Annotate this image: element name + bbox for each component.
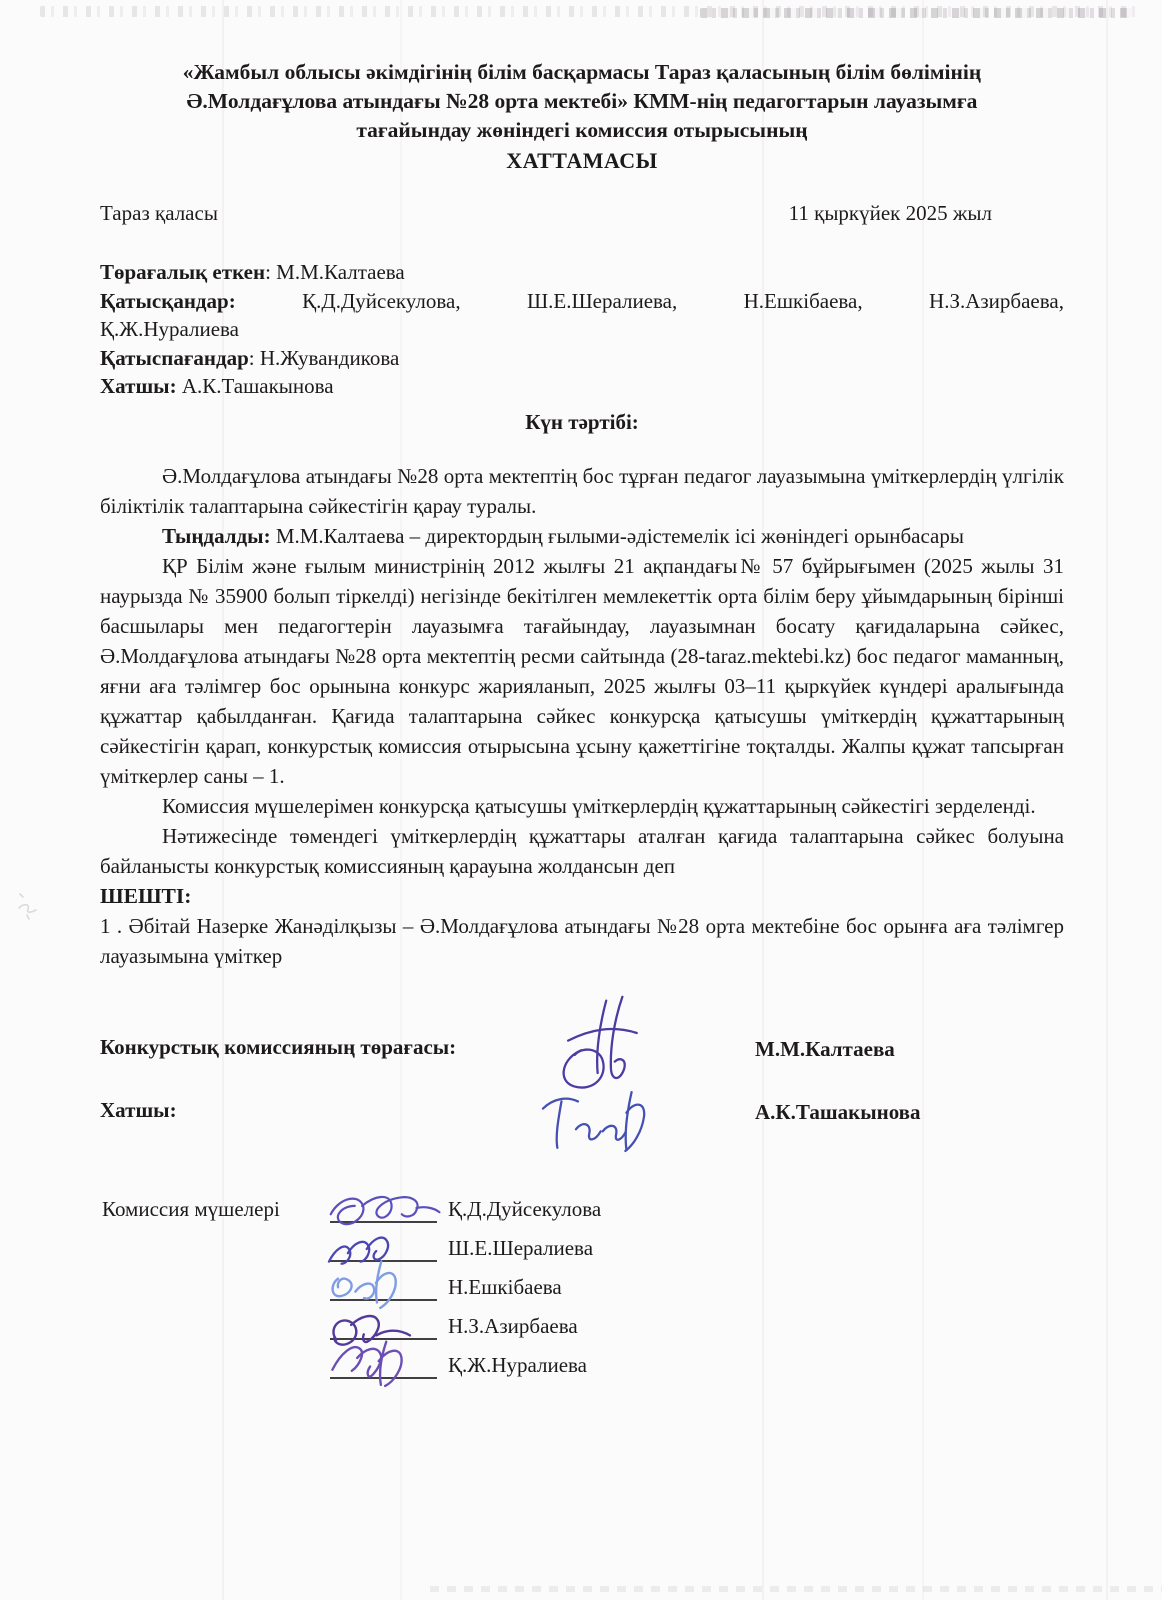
secretary-row [100, 372, 1064, 401]
agenda-heading: Күн тәртібі: [525, 409, 639, 434]
absent-label: Қатыспағандар [100, 345, 249, 370]
signature-line [330, 1347, 437, 1379]
participant-name: Н.Ешкібаева, [743, 288, 863, 313]
secretary-signature-ink [538, 1088, 653, 1154]
member-signature-row [100, 1349, 1064, 1388]
chair-name: М.М.Калтаева [755, 1036, 895, 1061]
member-name: Ш.Е.Шералиева [448, 1235, 594, 1260]
member-name: Н.Ешкібаева [448, 1274, 562, 1299]
city: Тараз қаласы [100, 201, 218, 225]
member-signature-row [100, 1310, 1064, 1349]
body-paragraph-1: Ә.Молдағұлова атындағы №28 орта мектептің бос тұрған педагог лауазымына үміткерлердің үлгілік біліктілік талаптарына сәйкестігін қарау туралы. [100, 463, 1064, 518]
absent-row [100, 344, 1064, 373]
commission-members-block [100, 1193, 1064, 1388]
members-label: Комиссия мүшелері [102, 1196, 280, 1221]
document-title: ХАТТАМАСЫ [506, 148, 658, 173]
chair-signature-label: Конкурстық комиссияның төрағасы: [100, 1034, 457, 1059]
chairperson-name: : М.М.Калтаева [265, 260, 405, 284]
participant-name: Ш.Е.Шералиева, [526, 288, 678, 313]
secretary-signature-row [100, 1098, 1064, 1145]
member-signature-row [100, 1232, 1064, 1271]
chair-signature-row [100, 1035, 1064, 1082]
decision-item: 1 . Әбітай Назерке Жанәділқызы – Ә.Молдағұлова атындағы №28 орта мектебіне бос орынға аға тәлімгер лауазымына үміткер [100, 913, 1064, 968]
body-paragraph-4: Комиссия мүшелерімен конкурсқа қатысушы үміткерлердің құжаттарының сәйкестігі зерделенді. [162, 793, 1036, 818]
member-signature-row [100, 1271, 1064, 1310]
body-paragraph-5: Нәтижесінде төмендегі үміткерлердің құжаттары аталған қағида талаптарына сәйкес болуына байланысты конкурстық комиссияның қарауына жолдансын деп [100, 823, 1064, 878]
secretary-name: А.К.Ташакынова [176, 374, 334, 398]
header-line-2: Ә.Молдағұлова атындағы №28 орта мектебі» КММ-нің педагогтарын лауазымға [186, 89, 978, 113]
header-line-1: «Жамбыл облысы әкімдігінің білім басқармасы Тараз қаласының білім бөлімінің [182, 60, 982, 84]
attendees-block [100, 258, 1064, 401]
heard-text: М.М.Калтаева – директордың ғылыми-әдістемелік ісі жөніндегі орынбасары [270, 523, 964, 548]
chair-signature-ink [548, 993, 653, 1093]
member-name: Н.З.Азирбаева [448, 1313, 578, 1338]
participant-name: Н.З.Азирбаева, [929, 288, 1064, 313]
body-paragraph-2 [100, 521, 1064, 551]
signature-line [330, 1269, 437, 1301]
participants-row [100, 287, 1064, 316]
member-name: Қ.Д.Дуйсекулова [448, 1196, 602, 1221]
body-paragraph-3: ҚР Білім және ғылым министрінің 2012 жылғы 21 ақпандағы№ 57 бұйрығымен (2025 жылы 31 наурызда № 35900 болып тіркелді) негізінде бекітілген мемлекеттік орта білім беру ұйымдарының бірінші басшылары мен педагогтерін лауазымға тағайындау, лауазымнан босату қағидаларына сәйкес, Ә.Молдағұлова атындағы №28 орта мектептің ресми сайтында (28-taraz.mektebi.kz) бос педагог маманның, яғни аға тәлімгер бос орынына конкурс жарияланып, 2025 жылғы 03–11 қыркүйек күндері аралығында құжаттар қабылданған. Қағида талаптарына сәйкес конкурсқа қатысушы үміткердің құжаттарының сәйкестігін қарап, конкурстық комиссия отырысына ұсыну қажеттігіне тоқталды. Жалпы құжат тапсырған үміткерлер саны – 1. [100, 553, 1064, 788]
header-line-3: тағайындау жөніндегі комиссия отырысының [356, 118, 808, 142]
participants-label: Қатысқандар: [100, 288, 236, 313]
member-name: Қ.Ж.Нуралиева [448, 1352, 587, 1377]
decision-heading: ШЕШТІ: [100, 883, 192, 908]
secretary-label: Хатшы: [100, 374, 177, 398]
chairperson-label: Төрағалық еткен [100, 260, 266, 284]
date: 11 қыркүйек 2025 жыл [788, 201, 992, 225]
secretary-name: А.К.Ташакынова [755, 1099, 921, 1124]
dateline [100, 201, 1064, 226]
participant-name-overflow: Қ.Ж.Нуралиева [100, 317, 239, 341]
member-signature-row [100, 1193, 1064, 1232]
member-signature-ink-1 [322, 1185, 444, 1231]
document-body [100, 461, 1064, 971]
member-signature-ink-5 [322, 1331, 416, 1387]
signature-section [100, 1035, 1064, 1388]
secretary-signature-label: Хатшы: [100, 1097, 177, 1122]
chairperson-row [100, 258, 1064, 287]
member-signature-ink-3 [322, 1257, 406, 1309]
participant-name: Қ.Д.Дуйсекулова, [302, 288, 461, 313]
signature-line [330, 1191, 437, 1223]
heard-label: Тыңдалды: [162, 523, 271, 548]
document-header [100, 58, 1064, 175]
absent-name: : Н.Жувандикова [248, 345, 400, 370]
